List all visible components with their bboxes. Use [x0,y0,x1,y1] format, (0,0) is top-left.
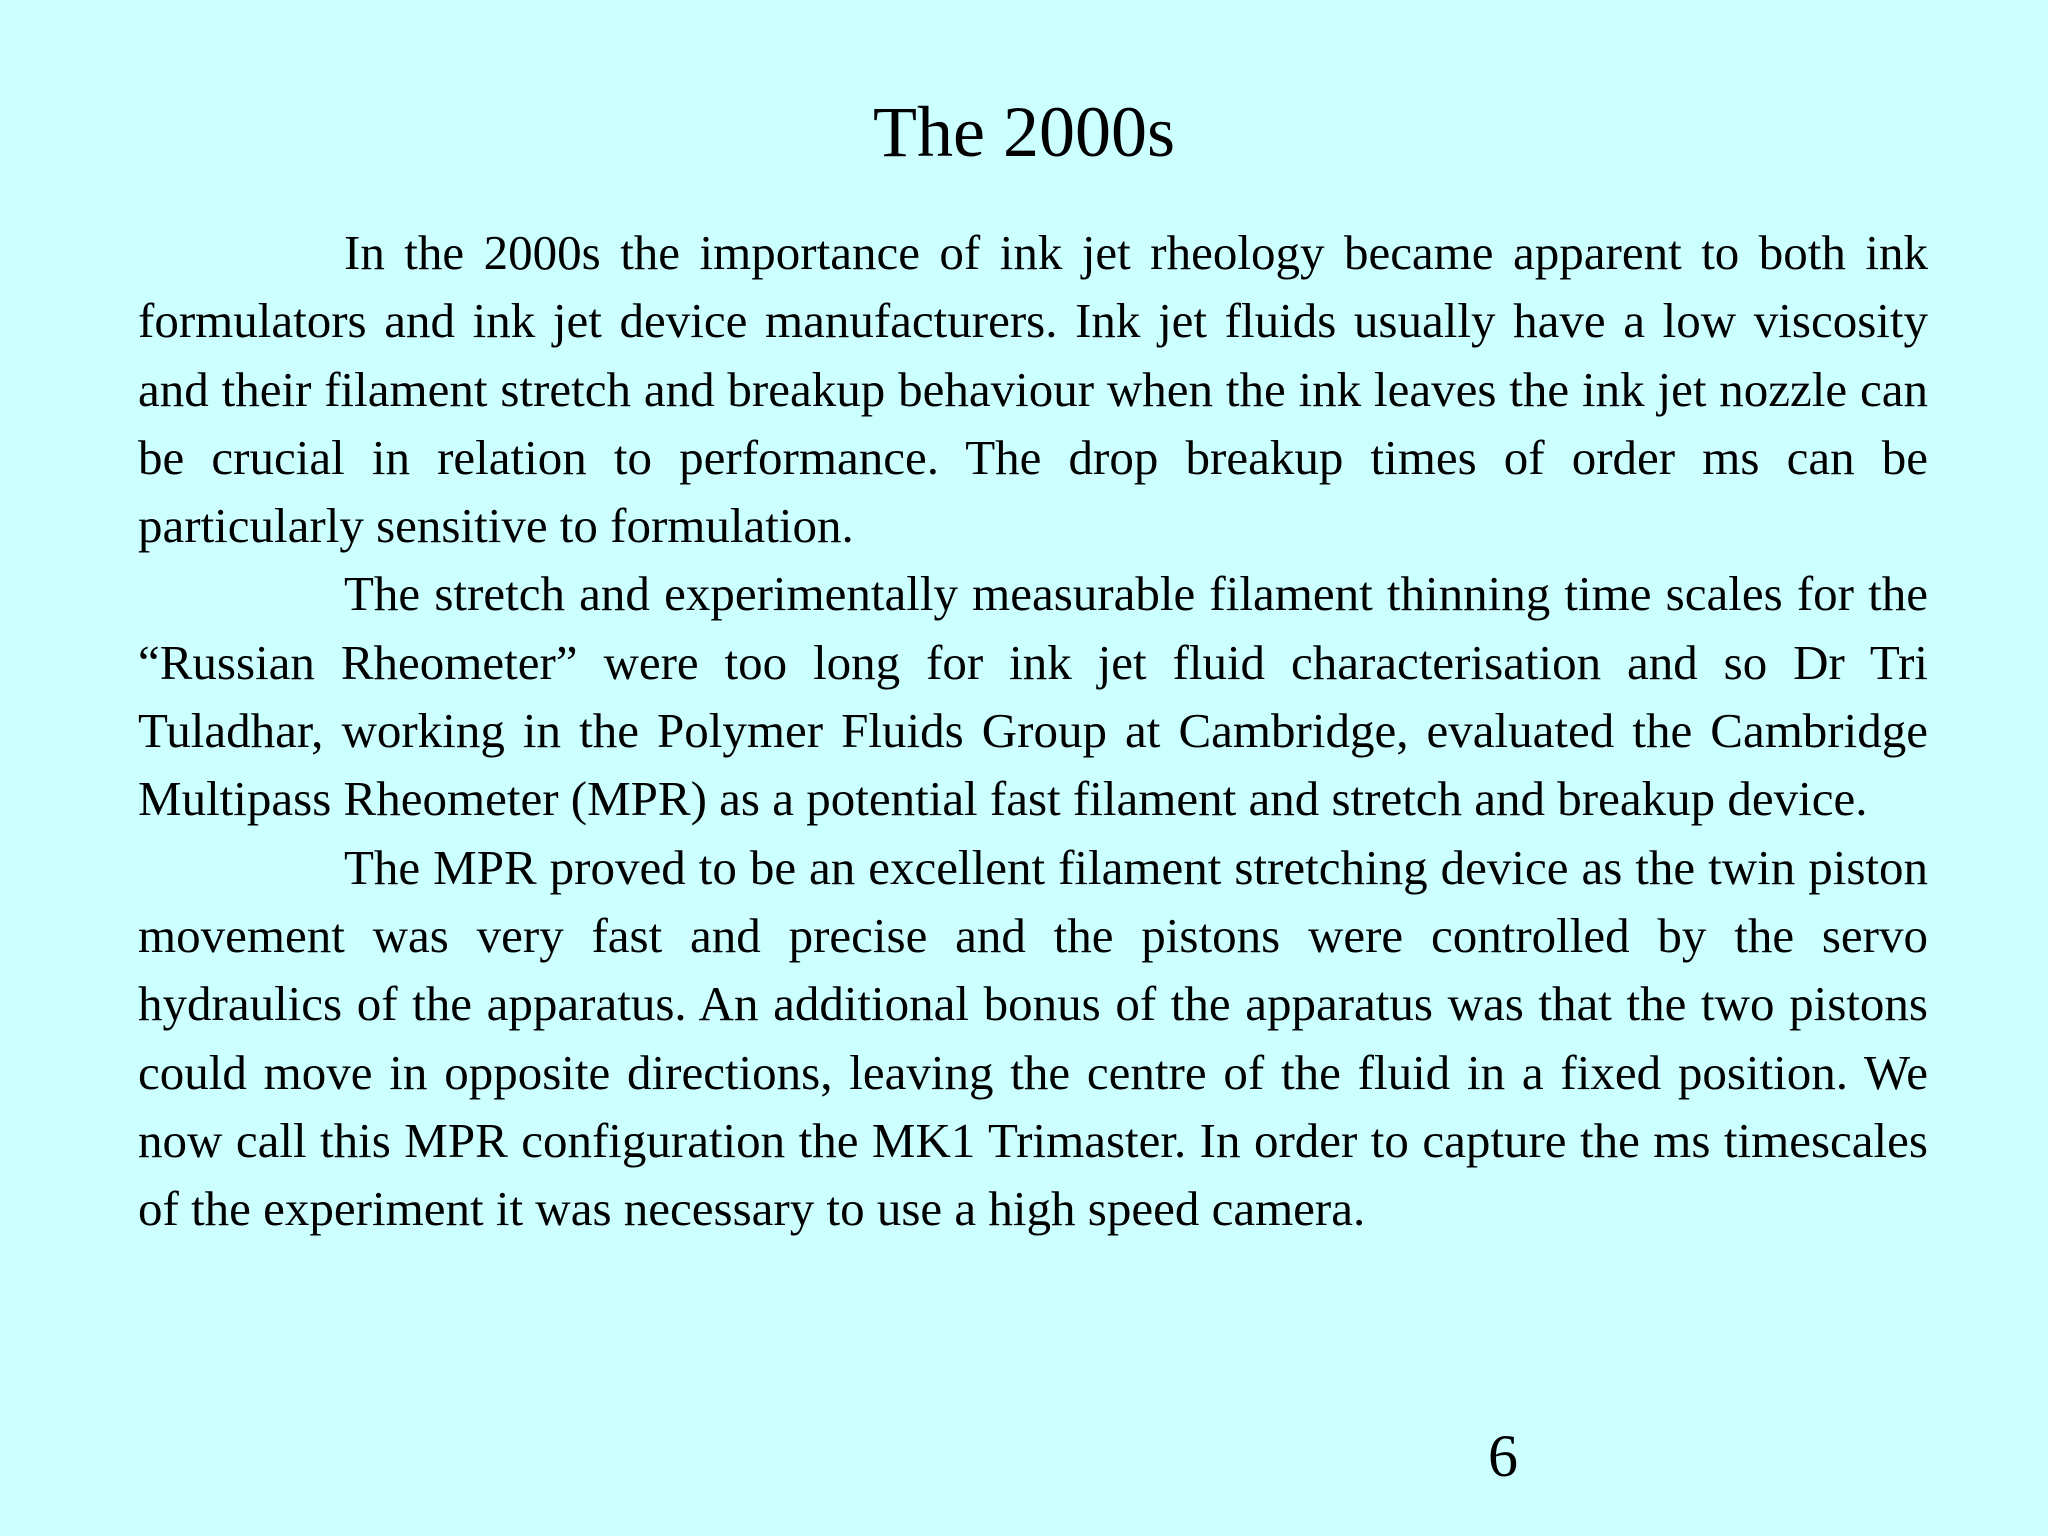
page-number: 6 [1488,1423,1518,1489]
paragraph-russian-rheometer: The stretch and experimentally measurable filament thinning time scales for the “Russian Rheometer” were too long for ink jet fluid characterisation and so Dr Tri Tuladhar, working in the Polymer Fluids Group at Cambridge, evaluated the Cambridge Multipass Rheometer (MPR) as a potential fast filament and stretch and breakup device. [138,566,1928,827]
paragraph-ink-jet-rheology: In the 2000s the importance of ink jet rheology became apparent to both ink formulators and ink jet device manufacturers. Ink jet fluids usually have a low viscosity and their filament stretch and breakup behaviour when the ink leaves the ink jet nozzle can be crucial in relation to performance. The drop breakup times of order ms can be particularly sensitive to formulation. [138,225,1928,554]
slide-title: The 2000s [873,92,1175,172]
paragraph-mpr-trimaster: The MPR proved to be an excellent filament stretching device as the twin piston movement was very fast and precise and the pistons were controlled by the servo hydraulics of the apparatus. An additional bonus of the apparatus was that the two pistons could move in opposite directions, leaving the centre of the fluid in a fixed position. We now call this MPR configuration the MK1 Trimaster. In order to capture the ms timescales of the experiment it was necessary to use a high speed camera. [138,839,1928,1237]
slide-body [138,219,1928,1243]
